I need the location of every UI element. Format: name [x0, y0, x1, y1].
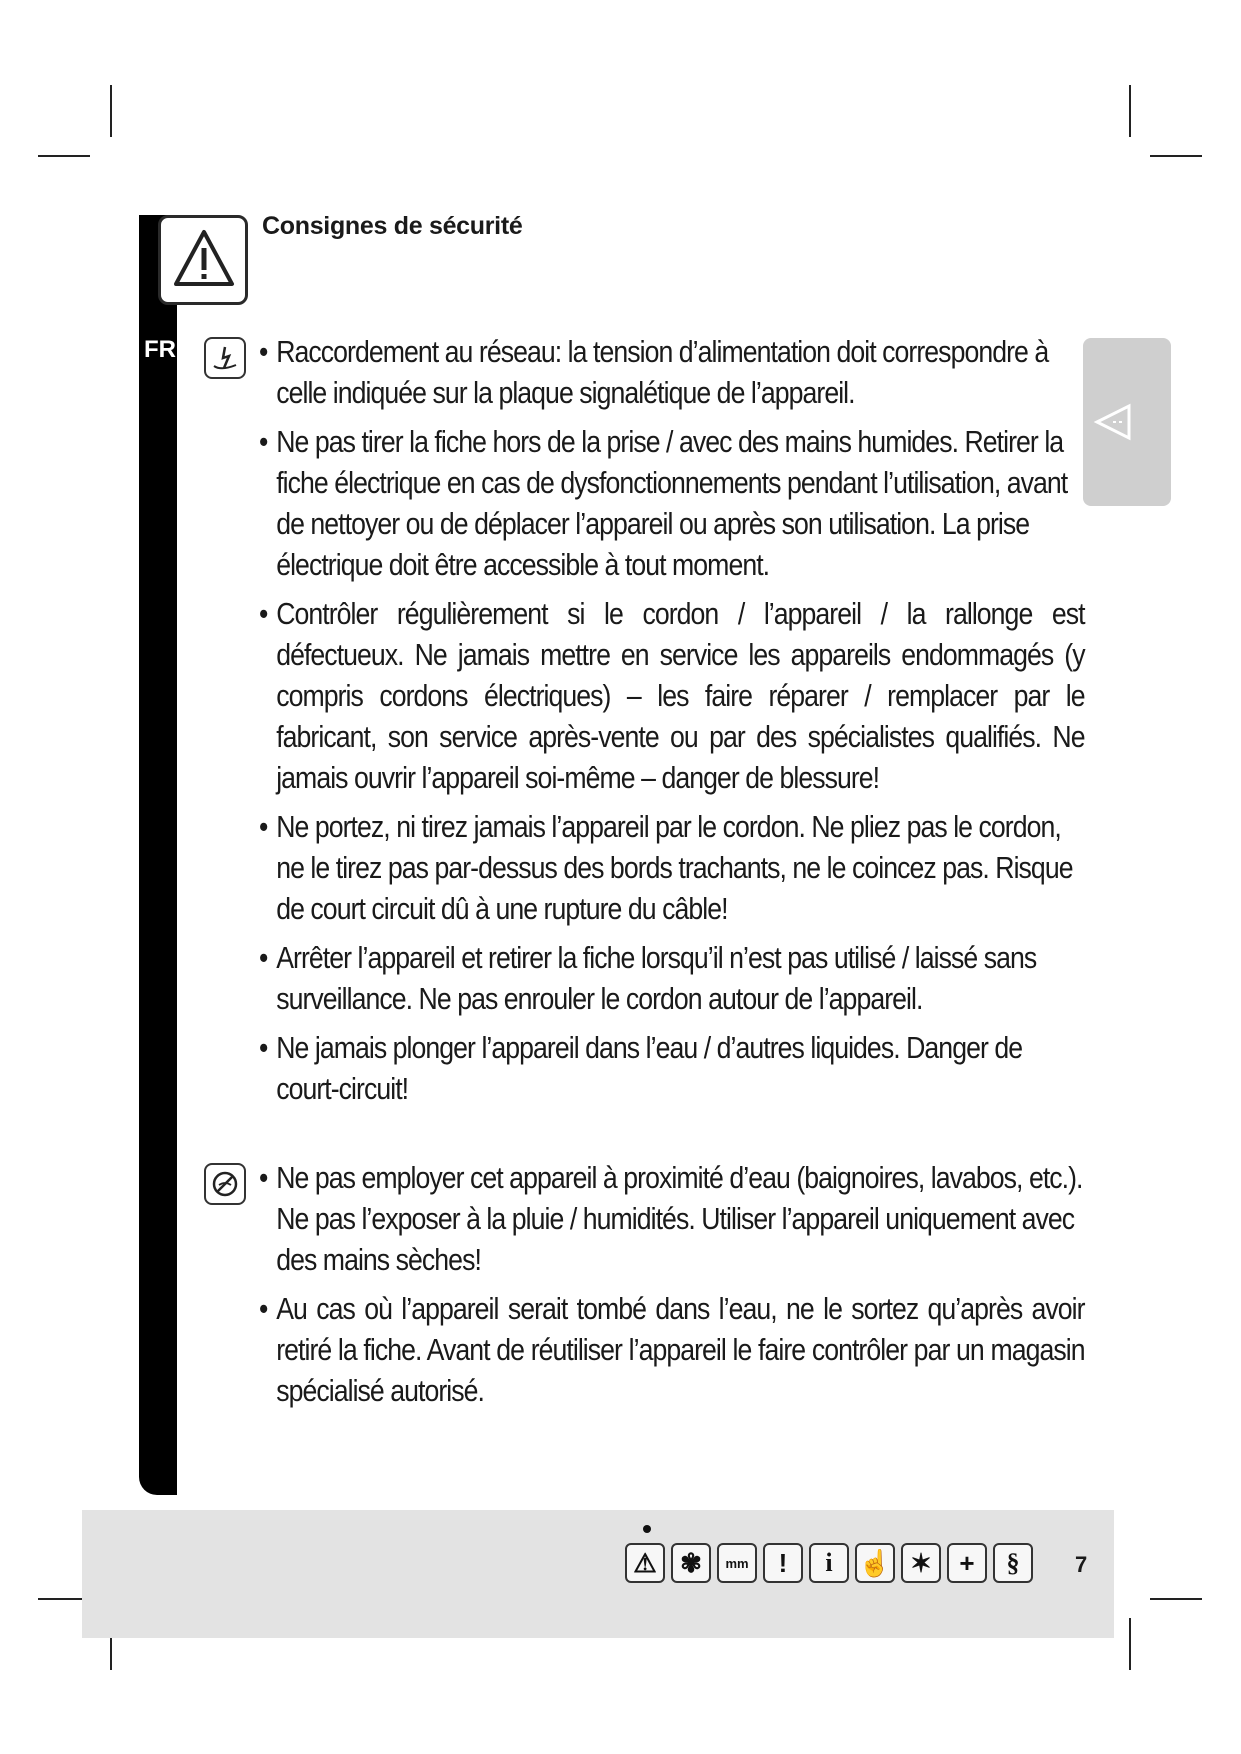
- active-indicator-dot: [643, 1525, 651, 1533]
- crop-mark: [1129, 85, 1131, 137]
- warning-header-icon: [158, 215, 248, 305]
- side-tab[interactable]: [1083, 338, 1171, 506]
- exclamation-nav-icon[interactable]: !: [763, 1543, 803, 1583]
- crop-mark: [1150, 1598, 1202, 1600]
- warning-nav-icon[interactable]: ⚠: [625, 1543, 665, 1583]
- hand-nav-icon[interactable]: ☝: [855, 1543, 895, 1583]
- paragraph-nav-icon[interactable]: §: [993, 1543, 1033, 1583]
- language-spine: [139, 215, 177, 1495]
- crop-mark: [1150, 155, 1202, 157]
- bullet-item: • Ne jamais plonger l’appareil dans l’eau / d’autres liquides. Danger de court-circuit!: [259, 1027, 1085, 1109]
- info-nav-icon[interactable]: i: [809, 1543, 849, 1583]
- bullet-item: • Ne pas employer cet appareil à proximité d’eau (baignoires, lavabos, etc.). Ne pas l’exposer à la pluie / humidités. Utiliser l’appareil uniquement avec des mains sèches!: [259, 1157, 1085, 1280]
- bullet-item: • Contrôler régulièrement si le cordon / l’appareil / la rallonge est défectueux. Ne jamais mettre en service les appareils endommagés (y compris cordons électriques) – les faire réparer / remplacer par le fabricant, son service après-vente ou par des spécialistes qualifiés. Ne jamais ouvrir l’appareil soi-même – danger de blessure!: [259, 593, 1085, 798]
- crop-mark: [38, 155, 90, 157]
- language-label: FR: [144, 336, 176, 363]
- bullet-item: • Ne portez, ni tirez jamais l’appareil par le cordon. Ne pliez pas le cordon, ne le tirez pas par-dessus des bords trachants, ne le coincez pas. Risque de court circuit dû à une rupture du câble!: [259, 806, 1085, 929]
- section-nav: [625, 1543, 1033, 1583]
- bullet-item: • Ne pas tirer la fiche hors de la prise / avec des mains humides. Retirer la fiche électrique en cas de dysfonctionnements pendant l’utilisation, avant de nettoyer ou de déplacer l’appareil ou après son utilisation. La prise électrique doit être accessible à tout moment.: [259, 421, 1085, 585]
- no-water-icon: [204, 1163, 246, 1205]
- bullet-group-water: [259, 1157, 1085, 1419]
- section-title: Consignes de sécurité: [262, 212, 523, 240]
- bullet-item: • Au cas où l’appareil serait tombé dans l’eau, ne le sortez qu’après avoir retiré la fiche. Avant de réutiliser l’appareil le faire contrôler par un magasin spécialisé autorisé.: [259, 1288, 1085, 1411]
- bullet-item: • Arrêter l’appareil et retirer la fiche lorsqu’il n’est pas utilisé / laissé sans surveillance. Ne pas enrouler le cordon autour de l’appareil.: [259, 937, 1085, 1019]
- bullet-group-electrical: [259, 331, 1085, 1117]
- bullet-item: • Raccordement au réseau: la tension d’alimentation doit correspondre à celle indiquée sur la plaque signalétique de l’appareil.: [259, 331, 1085, 413]
- triangle-left-icon: [1091, 400, 1135, 444]
- plus-nav-icon[interactable]: +: [947, 1543, 987, 1583]
- sparkle-nav-icon[interactable]: ✶: [901, 1543, 941, 1583]
- ruler-nav-icon[interactable]: mm: [717, 1543, 757, 1583]
- page-number: 7: [1075, 1552, 1088, 1577]
- crop-mark: [1129, 1618, 1131, 1670]
- fan-nav-icon[interactable]: ✾: [671, 1543, 711, 1583]
- plug-hand-icon: [204, 337, 246, 379]
- crop-mark: [110, 85, 112, 137]
